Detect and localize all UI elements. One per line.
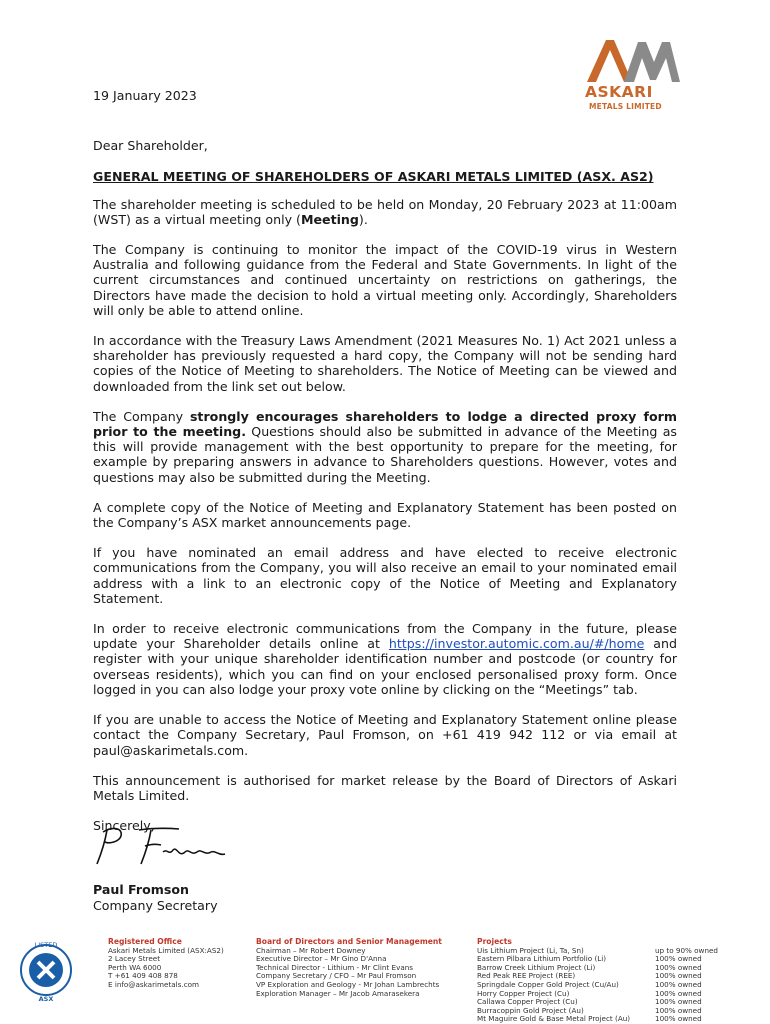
salutation: Dear Shareholder,: [93, 138, 208, 154]
board-line: Chairman – Mr Robert Downey: [256, 945, 366, 955]
office-line: T +61 409 408 878: [108, 971, 178, 981]
logo-subtitle: METALS LIMITED: [589, 102, 662, 111]
signature: [93, 822, 233, 870]
ownership-status: up to 90% owned: [655, 945, 718, 955]
closing: Sincerely,: [93, 818, 155, 834]
ownership-status: 100% owned: [655, 971, 702, 981]
project-name: Red Peak REE Project (REE): [477, 971, 576, 981]
project-name: Mt Maguire Gold & Base Metal Project (Au): [477, 1014, 631, 1024]
signer-name: Paul Fromson: [93, 882, 189, 897]
ownership-status: 100% owned: [655, 962, 702, 972]
ownership-status: 100% owned: [655, 997, 702, 1007]
office-line: 2 Lacey Street: [108, 954, 161, 964]
project-name: Springdale Copper Gold Project (Cu/Au): [477, 979, 619, 989]
footer-projects: [477, 938, 630, 1024]
paragraph-contact: If you are unable to access the Notice of Meeting and Explanatory Statement online please contact the Company Secretary, Paul Fromson, on +61 419 942 112 or via email at paul@askarimetals.com.: [93, 712, 677, 758]
office-line: Perth WA 6000: [108, 962, 162, 972]
board-line: VP Exploration and Geology - Mr Johan Lambrechts: [256, 979, 440, 989]
projects-heading: Projects: [477, 937, 512, 946]
project-name: Uis Lithium Project (Li, Ta, Sn): [477, 945, 584, 955]
ownership-status: 100% owned: [655, 954, 702, 964]
ownership-status: 100% owned: [655, 1014, 702, 1024]
letter-body: [93, 88, 677, 833]
ownership-status: 100% owned: [655, 979, 702, 989]
paragraph-update-details: In order to receive electronic communications from the Company in the future, please update your Shareholder details online at https://investor.automic.com.au/#/home and register with your unique shareholder identification number and postcode (or country for overseas residents), which you can find on your enclosed personalised proxy form. Once logged in you can also lodge your proxy vote online by clicking on the “Meetings” tab.: [93, 621, 677, 697]
asx-listed-badge-icon: [19, 937, 73, 1013]
office-heading: Registered Office: [108, 937, 182, 946]
ownership-status: 100% owned: [655, 988, 702, 998]
investor-portal-link[interactable]: https://investor.automic.com.au/#/home: [388, 636, 645, 652]
board-heading: Board of Directors and Senior Management: [256, 937, 442, 946]
paragraph-proxy: The Company strongly encourages shareholders to lodge a directed proxy form prior to the meeting. Questions should also be submitted in advance of the Meeting as this will provide management with the best opportunity to prepare for the meeting, for example by preparing answers in advance to Shareholders questions. However, votes and questions may also be submitted during the Meeting.: [93, 408, 678, 485]
ownership-status: 100% owned: [655, 1005, 702, 1015]
paragraph-notice-posted: A complete copy of the Notice of Meeting and Explanatory Statement has been posted on the Company’s ASX market announcements page.: [93, 499, 677, 531]
footer-project-ownership: [655, 947, 718, 1024]
paragraph-authorisation: This announcement is authorised for market release by the Board of Directors of Askari Metals Limited.: [93, 772, 677, 803]
project-name: Callawa Copper Project (Cu): [477, 997, 578, 1007]
signer-title: Company Secretary: [93, 898, 218, 913]
paragraph-meeting-date: The shareholder meeting is scheduled to be held on Monday, 20 February 2023 at 11:00am (WST) as a virtual meeting only (Meeting).: [93, 196, 677, 227]
project-name: Barrow Creek Lithium Project (Li): [477, 962, 596, 972]
project-name: Horry Copper Project (Cu): [477, 988, 570, 998]
board-line: Exploration Manager – Mr Jacob Amarasekera: [256, 988, 420, 998]
project-name: Eastern Pilbara Lithium Portfolio (Li): [477, 954, 607, 964]
letter-heading: GENERAL MEETING OF SHAREHOLDERS OF ASKARI METALS LIMITED (ASX. AS2): [93, 169, 654, 185]
footer-registered-office: [108, 938, 224, 990]
paragraph-covid: The Company is continuing to monitor the impact of the COVID-19 virus in Western Australia and following guidance from the Federal and State Governments. In light of the current circumstances and continued uncertainty on restrictions on gatherings, the Directors have made the decision to hold a virtual meeting only. Accordingly, Shareholders will only be able to attend online.: [93, 242, 677, 318]
badge-top-label: LISTED: [34, 941, 58, 949]
paragraph-email: If you have nominated an email address and have elected to receive electronic communications from the Company, you will also receive an email to your nominated email address with a link to an electronic copy of the Notice of Meeting and Explanatory Statement.: [93, 545, 677, 606]
logo-wordmark: ASKARI: [585, 83, 653, 101]
office-line: E info@askarimetals.com: [108, 979, 200, 989]
footer-board: [256, 938, 442, 998]
badge-bottom-label: ASX: [38, 995, 54, 1003]
board-line: Executive Director – Mr Gino D'Anna: [256, 954, 387, 964]
paragraph-treasury-laws: In accordance with the Treasury Laws Amendment (2021 Measures No. 1) Act 2021 unless a shareholder has previously requested a hard copy, the Company will not be sending hard copies of the Notice of Meeting to shareholders. The Notice of Meeting can be viewed and downloaded from the link set out below.: [93, 333, 677, 394]
board-line: Company Secretary / CFO – Mr Paul Fromson: [256, 971, 417, 981]
office-line: Askari Metals Limited (ASX:AS2): [108, 945, 224, 955]
project-name: Burracoppin Gold Project (Au): [477, 1005, 584, 1015]
letter-date: 19 January 2023: [93, 88, 197, 103]
board-line: Technical Director - Lithium - Mr Clint Evans: [256, 962, 414, 972]
handwritten-signature: [93, 822, 233, 870]
